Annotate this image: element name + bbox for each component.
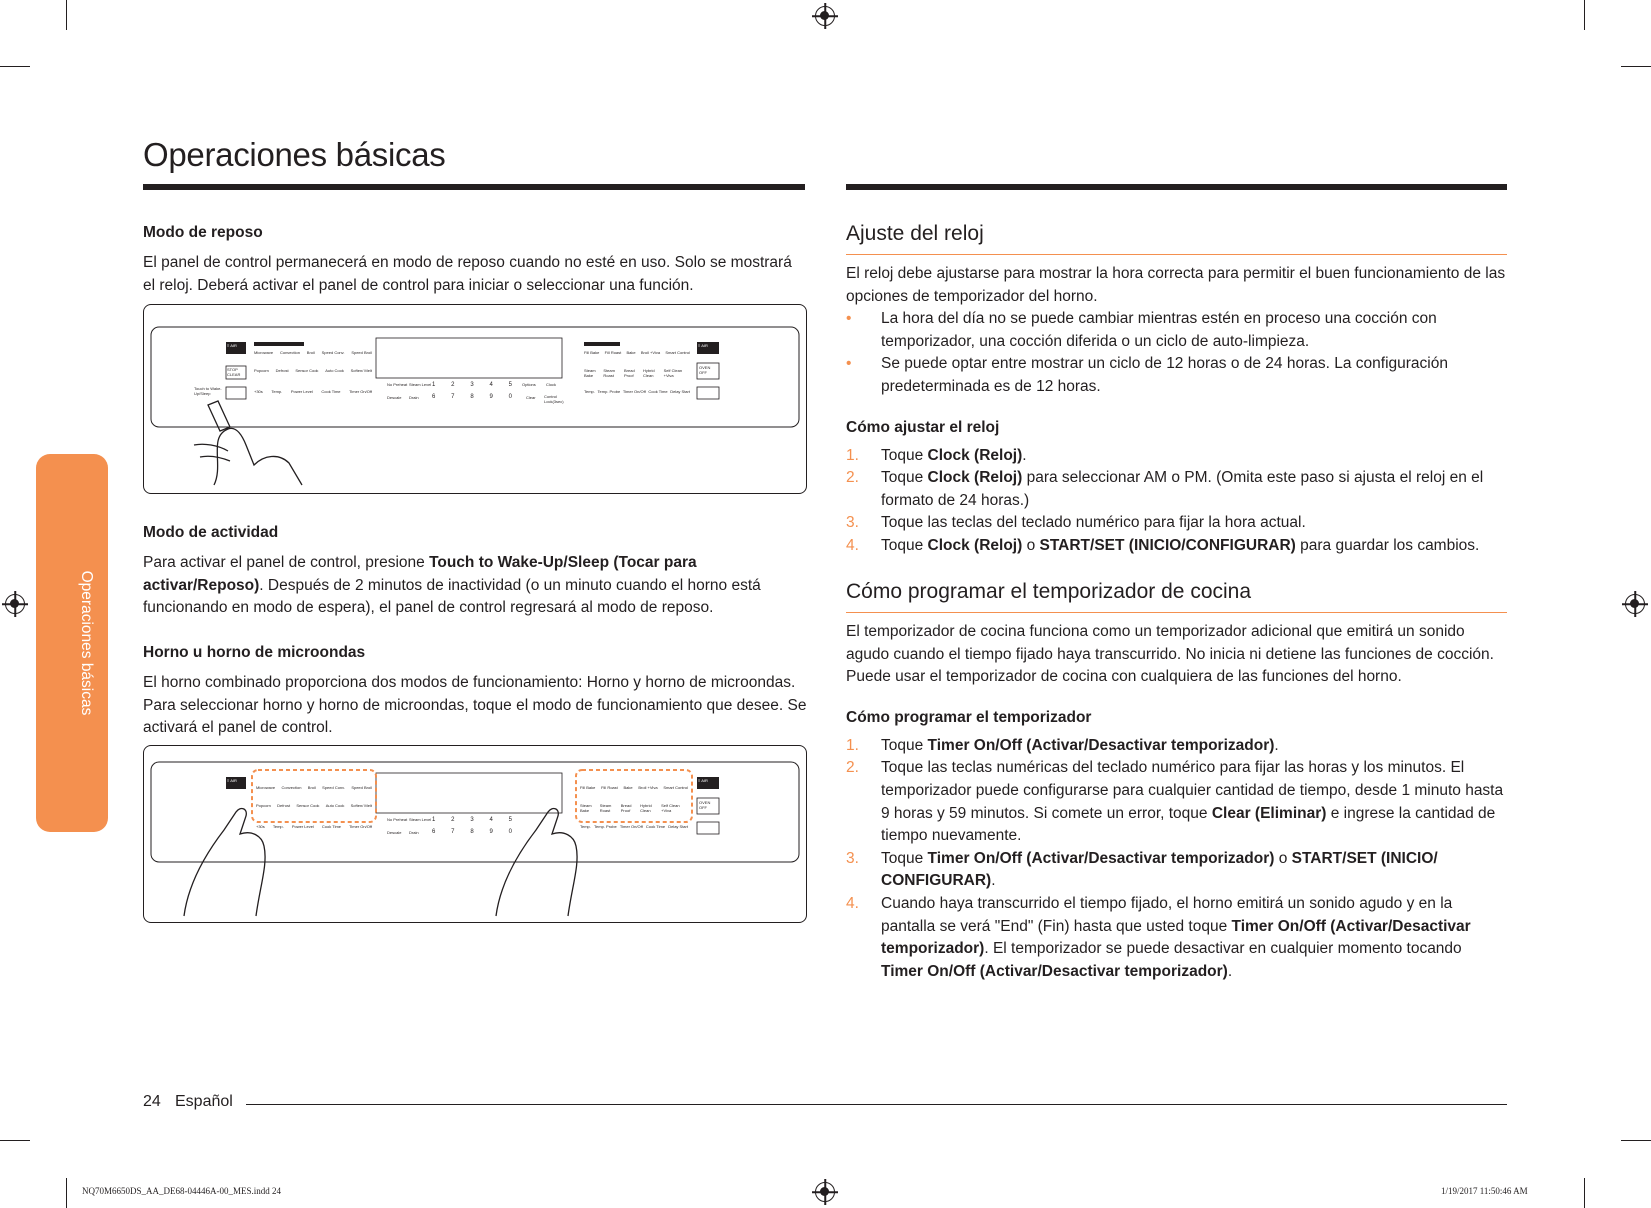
panel-keys-top bbox=[432, 817, 512, 823]
oven-micro-heading: Horno u horno de microondas bbox=[143, 644, 366, 661]
list-item: 4. Toque Clock (Reloj) o START/SET (INICIO/CONFIGURAR) para guardar los cambios. bbox=[846, 536, 1480, 554]
panel-key[interactable]: Fill Bake bbox=[584, 350, 600, 355]
activity-text: Para activar el panel de control, presione Touch to Wake-Up/Sleep (Tocar para activar/Reposo). Después de 2 minutos de inactividad (o un minuto cuando el horno está funcionando en modo de espera), el panel de control regresará al modo de reposo. bbox=[143, 554, 761, 617]
panel-number-key[interactable]: 8 bbox=[470, 829, 474, 835]
panel-number-key[interactable]: 9 bbox=[489, 394, 493, 400]
panel-key[interactable]: Steam Roast bbox=[599, 803, 612, 813]
panel-key[interactable]: Broil bbox=[307, 785, 316, 790]
panel-key[interactable]: Cook Time bbox=[648, 389, 668, 394]
sleep-text: El panel de control permanecerá en modo de reposo cuando no esté en uso. Solo se mostrará el reloj. Deberá activar el panel de control para iniciar o seleccionar una función. bbox=[143, 254, 792, 294]
oven-micro-text: El horno combinado proporciona dos modos de funcionamiento: Horno y horno de microondas. Para seleccionar horno y horno de microondas, toque el modo de funcionamiento que desee. Se activará el panel de control. bbox=[143, 674, 807, 737]
panel-key[interactable]: Power Level bbox=[290, 389, 313, 394]
panel-key[interactable]: Timer On/Off bbox=[622, 389, 646, 394]
list-item: 2. Toque Clock (Reloj) para seleccionar AM o PM. (Omita este paso si ajusta el reloj en el formato de 24 horas.) bbox=[846, 469, 1484, 509]
panel-key[interactable]: Smart Control bbox=[665, 350, 690, 355]
panel-key[interactable]: Temp. bbox=[584, 389, 595, 394]
panel-mode-b[interactable]: ≡ AIR bbox=[698, 778, 708, 783]
panel-steam-level[interactable]: Steam Level bbox=[409, 382, 432, 387]
page-title: Operaciones básicas bbox=[143, 136, 446, 173]
panel-key[interactable]: Fill Roast bbox=[604, 350, 622, 355]
timer-subheading: Cómo programar el temporizador bbox=[846, 708, 1092, 726]
panel-number-key[interactable]: 1 bbox=[432, 817, 436, 823]
panel-key[interactable]: Temp. bbox=[272, 824, 284, 829]
list-item: 2. Toque las teclas numéricas del teclado numérico para fijar las horas y los minutos. El temporizador puede configurarse para cualquier cantidad de tiempo, desde 1 minuto hasta 9 horas y 59 minutos. Si comete un error, toque Clear (Eliminar) e ingrese la cantidad de tiempo nuevamente. bbox=[846, 759, 1504, 845]
panel-key[interactable]: Cook Time bbox=[321, 389, 341, 394]
title-rule-left bbox=[143, 184, 805, 190]
panel-wake-label: Touch to Wake-Up/Sleep bbox=[194, 386, 222, 396]
crop-mark bbox=[0, 1140, 30, 1141]
panel-oven-off[interactable]: OVEN OFF bbox=[699, 800, 711, 810]
indd-filename: NQ70M6650DS_AA_DE68-04446A-00_MES.indd 24 bbox=[82, 1186, 282, 1196]
clock-title-rule bbox=[846, 254, 1507, 255]
list-item: • La hora del día no se puede cambiar mientras estén en proceso una cocción con temporizador, una cocción diferida o un ciclo de auto-limpieza. bbox=[846, 310, 1437, 350]
panel-oven-row3 bbox=[580, 824, 688, 829]
page-number: 24 bbox=[143, 1093, 161, 1110]
bullet-icon: • bbox=[846, 310, 852, 328]
registration-mark-icon bbox=[1625, 594, 1645, 614]
panel-key[interactable]: Delay Start bbox=[668, 824, 688, 829]
panel-key[interactable]: Auto Cook bbox=[325, 803, 345, 808]
panel-key[interactable]: Smart Control bbox=[663, 785, 688, 790]
panel-key[interactable]: Speed Broil bbox=[351, 785, 372, 790]
panel-stop-clear[interactable]: STOP CLEAR bbox=[227, 367, 241, 377]
panel-key[interactable]: +30s bbox=[256, 824, 265, 829]
panel-clear[interactable]: Clear bbox=[526, 395, 536, 400]
panel-key[interactable]: Speed Broil bbox=[351, 350, 372, 355]
panel-oven-row2 bbox=[584, 368, 690, 378]
panel-key[interactable]: Steam Bake bbox=[584, 368, 596, 378]
panel-oven-row3 bbox=[584, 389, 690, 394]
panel-key[interactable]: Fill Bake bbox=[580, 785, 596, 790]
panel-key[interactable]: Hybrid Clean bbox=[640, 803, 652, 813]
panel-key[interactable]: Temp. Probe bbox=[594, 824, 617, 829]
panel-key[interactable]: Bake bbox=[626, 350, 636, 355]
bullet-icon: • bbox=[846, 355, 852, 373]
panel-key[interactable]: Convection bbox=[279, 350, 300, 355]
panel-micro-row2 bbox=[254, 368, 372, 373]
section-clock bbox=[846, 222, 1507, 558]
panel-key[interactable]: Speed Conv. bbox=[321, 350, 345, 355]
panel-keys-bottom bbox=[432, 829, 512, 835]
panel-number-key[interactable]: 5 bbox=[508, 817, 512, 823]
panel-number-key[interactable]: 4 bbox=[489, 382, 493, 388]
section-timer bbox=[846, 580, 1507, 983]
timer-title: Cómo programar el temporizador de cocina bbox=[846, 580, 1252, 603]
side-tab bbox=[36, 454, 108, 832]
crop-mark bbox=[66, 0, 67, 30]
panel-steam-level[interactable]: Steam Level bbox=[409, 817, 432, 822]
panel-drain[interactable]: Drain bbox=[409, 395, 419, 400]
panel-key[interactable]: Sensor Cook bbox=[295, 368, 319, 373]
panel-number-key[interactable]: 2 bbox=[451, 817, 455, 823]
list-item: 1. Toque Timer On/Off (Activar/Desactivar temporizador). bbox=[846, 736, 1279, 754]
timer-intro: El temporizador de cocina funciona como un temporizador adicional que emitirá un sonido agudo cuando el tiempo fijado haya transcurrido. No inicia ni detiene las funciones de cocción. Puede usar el temporizador de cocina con cualquiera de las funciones del horno. bbox=[846, 623, 1494, 686]
panel-key[interactable]: Self Clean +Viva bbox=[661, 803, 680, 813]
list-item: 3. Toque Timer On/Off (Activar/Desactivar temporizador) o START/SET (INICIO/ CONFIGURAR). bbox=[846, 849, 1438, 890]
panel-oven-row2 bbox=[580, 803, 688, 813]
panel-number-key[interactable]: 9 bbox=[489, 829, 493, 835]
panel-micro-row1 bbox=[254, 350, 372, 355]
panel-mode-a[interactable]: ≡ AIR bbox=[227, 778, 237, 783]
panel-key[interactable]: Delay Start bbox=[670, 389, 690, 394]
sleep-heading: Modo de reposo bbox=[143, 224, 263, 241]
panel-key[interactable]: Timer On/Off bbox=[619, 824, 643, 829]
clock-title: Ajuste del reloj bbox=[846, 222, 984, 245]
print-timestamp: 1/19/2017 11:50:46 AM bbox=[1441, 1186, 1528, 1196]
panel-number-key[interactable]: 7 bbox=[451, 829, 455, 835]
panel-options[interactable]: Options bbox=[522, 382, 536, 387]
panel-number-key[interactable]: 3 bbox=[470, 382, 474, 388]
panel-number-key[interactable]: 6 bbox=[432, 829, 436, 835]
panel-key[interactable]: Sensor Cook bbox=[296, 803, 320, 808]
panel-number-key[interactable]: 2 bbox=[451, 382, 455, 388]
control-panel-figure-sleep bbox=[143, 304, 807, 494]
panel-key[interactable]: Power Level bbox=[291, 824, 314, 829]
clock-bullets bbox=[846, 308, 1507, 398]
list-item: 3. Toque las teclas del teclado numérico para fijar la hora actual. bbox=[846, 514, 1306, 532]
registration-mark-icon bbox=[5, 594, 25, 614]
panel-drain[interactable]: Drain bbox=[409, 830, 419, 835]
section-oven-micro bbox=[143, 644, 811, 740]
registration-mark-icon bbox=[815, 6, 835, 26]
panel-key[interactable]: Bread Proof bbox=[620, 803, 632, 813]
crop-mark bbox=[0, 66, 30, 67]
panel-key[interactable]: Microwave bbox=[254, 350, 274, 355]
activity-heading: Modo de actividad bbox=[143, 524, 279, 541]
panel-number-key[interactable]: 1 bbox=[432, 382, 436, 388]
panel-key[interactable]: Soften/ Melt bbox=[350, 803, 372, 808]
panel-key[interactable]: Soften/ Melt bbox=[350, 368, 372, 373]
panel-key[interactable]: Broil bbox=[306, 350, 315, 355]
panel-key[interactable]: Bake bbox=[623, 785, 633, 790]
panel-key[interactable]: Cook Time bbox=[645, 824, 666, 829]
panel-micro-row1 bbox=[256, 785, 372, 790]
panel-oven-row1 bbox=[584, 350, 690, 355]
panel-no-preheat[interactable]: No Preheat bbox=[387, 817, 408, 822]
panel-oven-off[interactable]: OVEN OFF bbox=[699, 365, 711, 375]
list-item: 4. Cuando haya transcurrido el tiempo fijado, el horno emitirá un sonido agudo y en la pantalla se verá "End" (Fin) hasta que usted toque Timer On/Off (Activar/Desactivar temporizador). El temporizador se puede desactivar en cualquier momento tocando Timer On/Off (Activar/Desactivar temporizador). bbox=[846, 894, 1471, 980]
panel-number-key[interactable]: 4 bbox=[489, 817, 493, 823]
crop-mark bbox=[1621, 66, 1651, 67]
panel-key[interactable]: Popcorn bbox=[254, 368, 269, 373]
timer-title-rule bbox=[846, 612, 1507, 613]
panel-number-key[interactable]: 0 bbox=[508, 829, 512, 835]
list-item: 1. Toque Clock (Reloj). bbox=[846, 446, 1027, 464]
panel-number-key[interactable]: 3 bbox=[470, 817, 474, 823]
list-item: • Se puede optar entre mostrar un ciclo de 12 horas o de 24 horas. La configuración predeterminada es de 12 horas. bbox=[846, 355, 1448, 395]
crop-mark bbox=[66, 1178, 67, 1208]
panel-descale[interactable]: Descale bbox=[387, 395, 402, 400]
panel-number-key[interactable]: 7 bbox=[451, 394, 455, 400]
panel-key[interactable]: Hybrid Clean bbox=[643, 368, 655, 378]
section-activity bbox=[143, 524, 808, 620]
panel-key[interactable]: Self Clean +Viva bbox=[663, 368, 683, 378]
panel-key[interactable]: Defrost bbox=[277, 803, 291, 808]
panel-mode-b[interactable]: ≡ AIR bbox=[698, 343, 708, 348]
panel-key[interactable]: Steam Bake bbox=[580, 803, 592, 813]
panel-key[interactable]: Auto Cook bbox=[325, 368, 344, 373]
panel-key[interactable]: Temp. bbox=[580, 824, 591, 829]
panel-key[interactable]: Broil +Viva bbox=[640, 350, 661, 355]
panel-control-lock[interactable]: Control Lock(3sec) bbox=[544, 394, 564, 404]
crop-mark bbox=[1584, 0, 1585, 30]
panel-key[interactable]: Popcorn bbox=[256, 803, 271, 808]
panel-mode-a[interactable]: ≡ AIR bbox=[227, 343, 237, 348]
clock-subheading: Cómo ajustar el reloj bbox=[846, 418, 1000, 436]
control-panel-figure-modes bbox=[143, 745, 807, 923]
panel-micro-row2 bbox=[256, 803, 372, 808]
side-tab-label: Operaciones básicas bbox=[78, 570, 95, 716]
page-language: Español bbox=[175, 1093, 233, 1110]
panel-key[interactable]: Convection bbox=[281, 785, 302, 790]
panel-keys-top bbox=[432, 382, 512, 388]
panel-key[interactable]: Temp. Probe bbox=[597, 389, 621, 394]
panel-key[interactable]: Fill Roast bbox=[601, 785, 618, 790]
footer-rule bbox=[246, 1104, 1507, 1105]
panel-clock[interactable]: Clock bbox=[546, 382, 557, 387]
panel-oven-row1 bbox=[580, 785, 688, 790]
panel-key[interactable]: +30s bbox=[254, 389, 263, 394]
crop-mark bbox=[1584, 1178, 1585, 1208]
panel-number-key[interactable]: 8 bbox=[470, 394, 474, 400]
panel-key[interactable]: Temp. bbox=[271, 389, 283, 394]
panel-key[interactable]: Bread Proof bbox=[624, 368, 635, 378]
panel-descale[interactable]: Descale bbox=[387, 830, 402, 835]
panel-key[interactable]: Timer On/Off bbox=[349, 824, 372, 829]
panel-micro-row3 bbox=[256, 824, 372, 829]
timer-steps bbox=[846, 735, 1507, 984]
title-rule-right bbox=[846, 184, 1507, 190]
panel-key[interactable]: Microwave bbox=[256, 785, 276, 790]
panel-key[interactable]: Timer On/Off bbox=[349, 389, 372, 394]
panel-key[interactable]: Cook Time bbox=[321, 824, 342, 829]
panel-key[interactable]: Broil +Viva bbox=[638, 785, 658, 790]
crop-mark bbox=[1621, 1140, 1651, 1141]
panel-keys-bottom bbox=[432, 394, 512, 400]
clock-intro: El reloj debe ajustarse para mostrar la hora correcta para permitir el buen funcionamiento de las opciones de temporizador del horno. bbox=[846, 265, 1506, 305]
panel-key[interactable]: Defrost bbox=[275, 368, 289, 373]
clock-steps bbox=[846, 445, 1507, 558]
panel-number-key[interactable]: 5 bbox=[508, 382, 512, 388]
panel-key[interactable]: Speed Conv. bbox=[322, 785, 345, 790]
section-sleep bbox=[143, 224, 808, 297]
panel-micro-row3 bbox=[254, 389, 372, 394]
panel-number-key[interactable]: 6 bbox=[432, 394, 436, 400]
panel-no-preheat[interactable]: No Preheat bbox=[387, 382, 408, 387]
registration-mark-icon bbox=[815, 1182, 835, 1202]
panel-key[interactable]: Steam Roast bbox=[603, 368, 615, 378]
panel-number-key[interactable]: 0 bbox=[508, 394, 512, 400]
